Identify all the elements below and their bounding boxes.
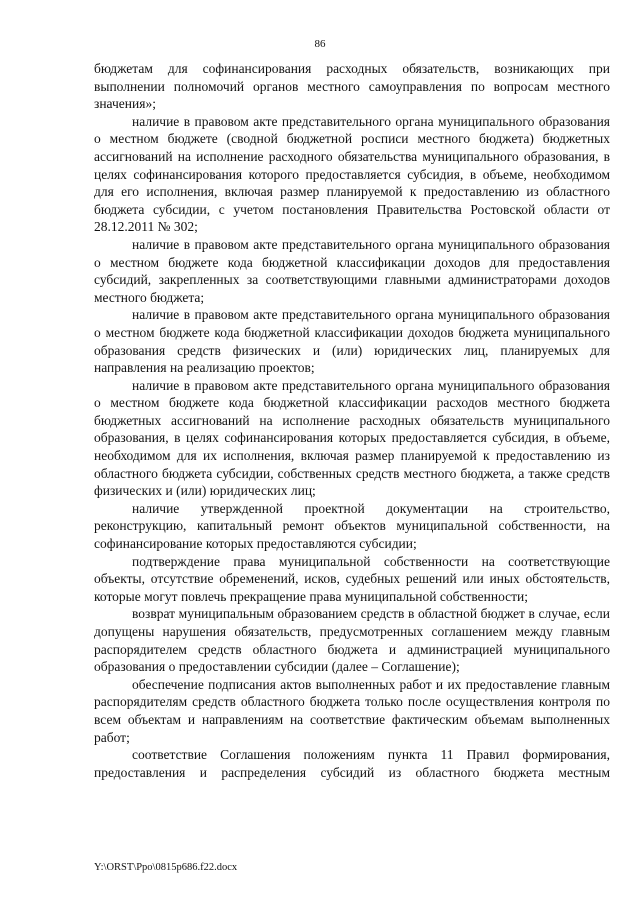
paragraph-agreement-compliance: соответствие Соглашения положениям пункта 11 Правил формирования, предоставления и распределения субсидий из областного бюджета местным [94,747,610,780]
paragraph-acts-signing: обеспечение подписания актов выполненных работ и их предоставление главным распорядителям средств областного бюджета только после осуществления контроля по всем объектам и направлениям на соответствие фактическим объемам выполненных работ; [94,676,610,745]
paragraph-continuation: бюджетам для софинансирования расходных обязательств, возникающих при выполнении полномочий органов местного самоуправления по вопросам местного значения»; [94,61,610,112]
page-number: 86 [314,38,326,50]
document-body [94,60,610,781]
paragraph-budget-allocations: наличие в правовом акте представительного органа муниципального образования о местном бюджете (сводной бюджетной росписи местного бюджета) бюджетных ассигнований на исполнение расходного обязательства муниципального образования, в целях софинансирования которого предоставляется субсидия, в объеме, необходимом для его исполнения, включая размер планируемой к предоставлению из областного бюджета субсидии, с учетом постановления Правительства Ростовской области от 28.12.2011 № 302; [94,113,610,235]
paragraph-funds-return: возврат муниципальным образованием средств в областной бюджет в случае, если допущены нарушения обязательств, предусмотренных соглашением между главным распорядителем средств областного бюджета и администрацией муниципального образования о предоставлении субсидии (далее – Соглашение); [94,606,610,675]
paragraph-project-documentation: наличие утвержденной проектной документации на строительство, реконструкцию, капитальный ремонт объектов муниципальной собственности, на софинансирование которых предоставляются субсидии; [94,500,610,552]
paragraph-individuals-funds: наличие в правовом акте представительного органа муниципального образования о местном бюджете кода бюджетной классификации доходов бюджета муниципального образования средств физических и (или) юридических лиц, планируемых для направления на реализацию проектов; [94,307,610,376]
paragraph-expense-code: наличие в правовом акте представительного органа муниципального образования о местном бюджете кода бюджетной классификации расходов местного бюджета бюджетных ассигнований на исполнение расходных обязательств муниципального образования, в целях софинансирования которых предоставляется субсидия, в объеме, необходимом для их исполнения, включая размер планируемой к предоставлению из областного бюджета субсидии, собственных средств местного бюджета, а также средств физических и (или) юридических лиц; [94,377,610,499]
paragraph-property-rights: подтверждение права муниципальной собственности на соответствующие объекты, отсутствие обременений, исков, судебных решений или иных обстоятельств, которые могут повлечь прекращение права муниципальной собственности; [94,553,610,604]
paragraph-income-code: наличие в правовом акте представительного органа муниципального образования о местном бюджете кода бюджетной классификации доходов для предоставления субсидий, закрепленных за соответствующими главными администраторами доходов местного бюджета; [94,236,610,305]
file-path-footer: Y:\ORST\Ppo\0815p686.f22.docx [94,862,238,873]
